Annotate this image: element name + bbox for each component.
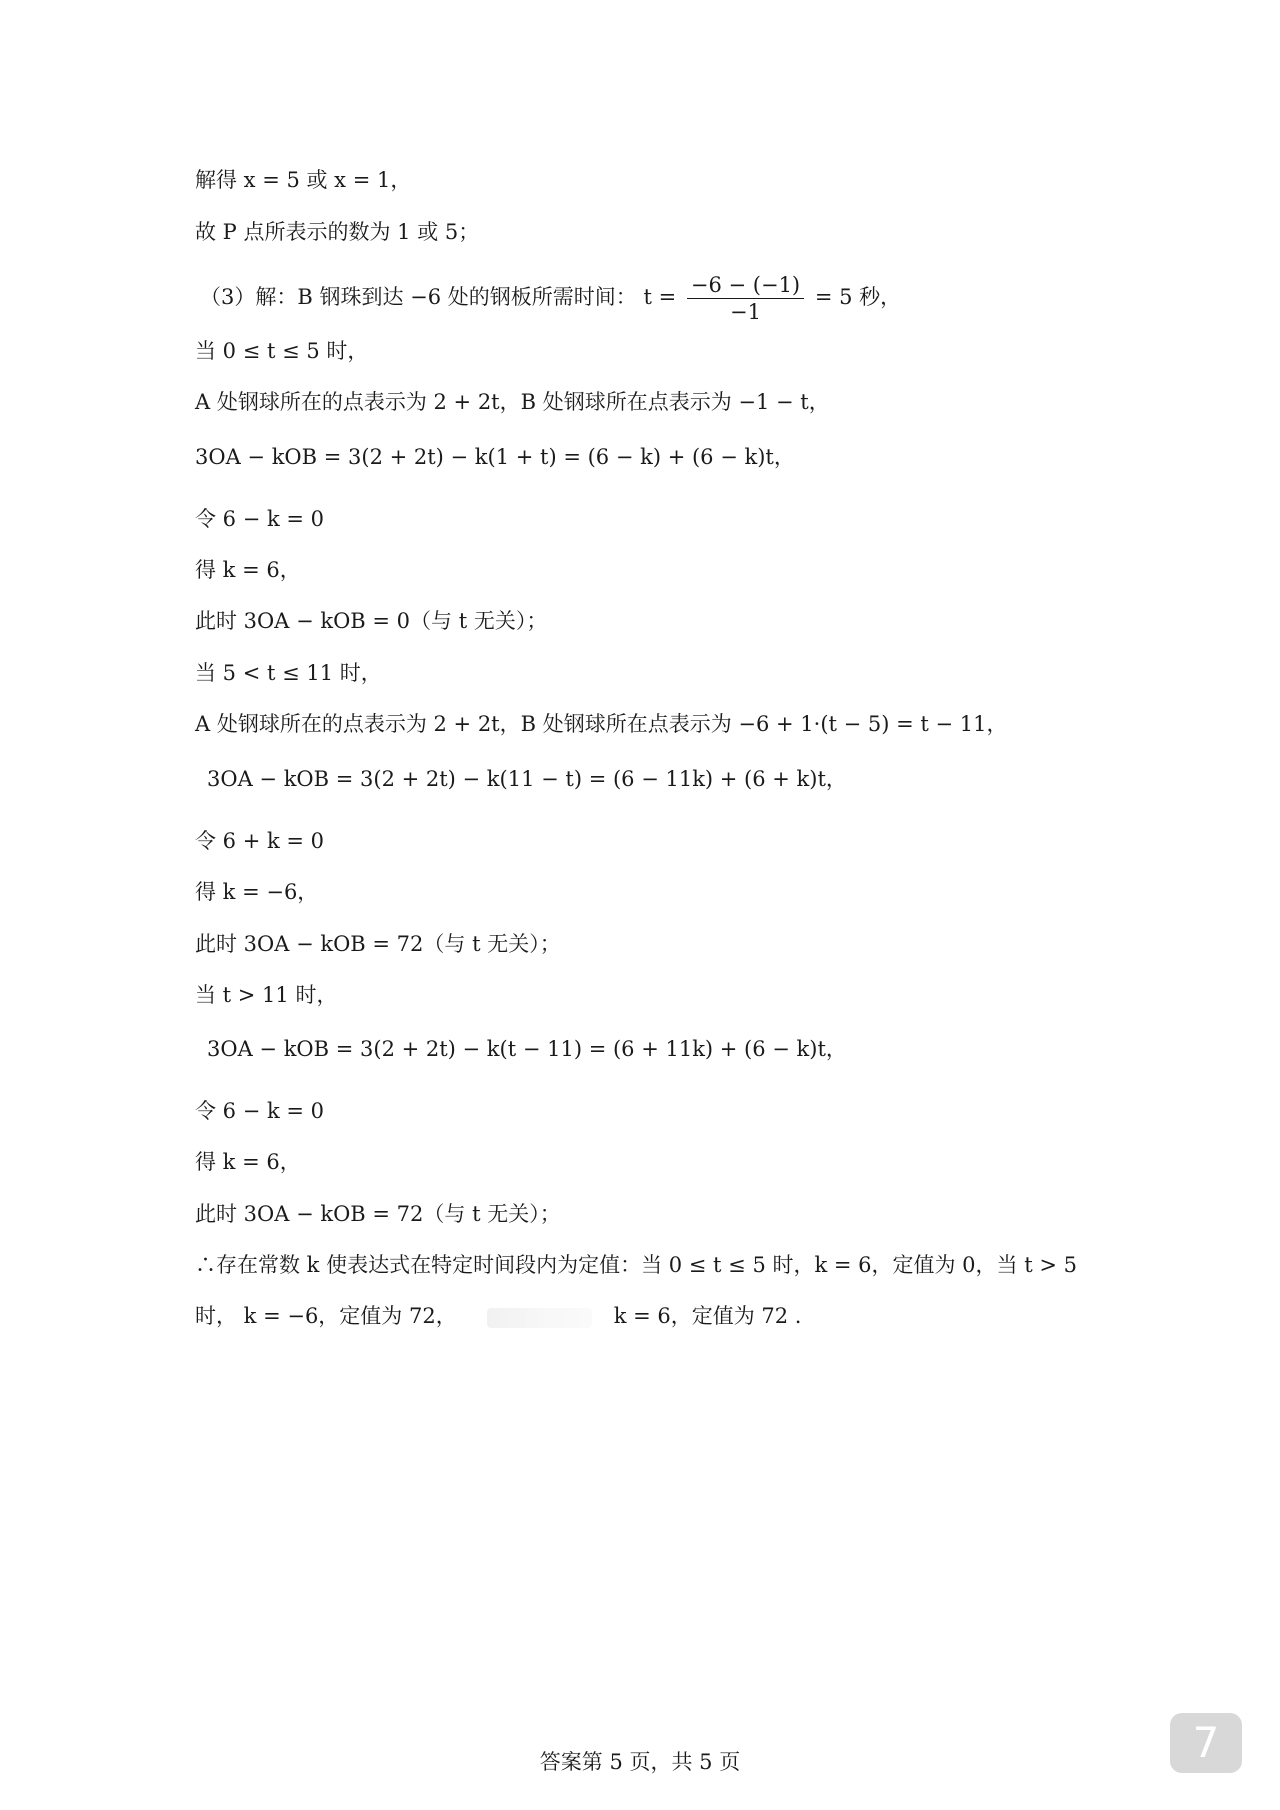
text-line: 得 k = −6， <box>195 880 319 904</box>
part3-line <box>200 272 901 325</box>
text-line: 令 6 + k = 0 <box>195 829 325 853</box>
time-fraction <box>687 272 804 325</box>
text-line: 故 P 点所表示的数为 1 或 5； <box>195 220 480 244</box>
text-line: 令 6 − k = 0 <box>195 1099 325 1123</box>
text-line: 令 6 − k = 0 <box>195 507 325 531</box>
text-line: 此时 3OA − kOB = 72（与 t 无关）； <box>195 932 561 956</box>
text-line: 此时 3OA − kOB = 72（与 t 无关）； <box>195 1202 561 1226</box>
text-line: 得 k = 6， <box>195 1150 301 1174</box>
conclusion-part1: 时， k = −6，定值为 72， <box>195 1304 457 1328</box>
redacted-mark <box>487 1308 592 1328</box>
text-line: 当 0 ≤ t ≤ 5 时， <box>195 339 369 363</box>
text-line: A 处钢球所在的点表示为 2 + 2t，B 处钢球所在点表示为 −6 + 1·(t − 5) = t − 11， <box>195 712 1008 736</box>
part3-suffix: = 5 秒， <box>814 285 902 309</box>
part3-prefix: （3）解：B 钢珠到达 −6 处的钢板所需时间： <box>200 285 637 309</box>
page-footer: 答案第 5 页，共 5 页 <box>539 1750 741 1774</box>
conclusion-part2: k = 6，定值为 72 . <box>613 1304 802 1328</box>
page-number-badge: 7 <box>1170 1713 1242 1773</box>
equation-line: 3OA − kOB = 3(2 + 2t) − k(1 + t) = (6 − k) + (6 − k)t， <box>195 445 795 469</box>
text-line: 当 t > 11 时， <box>195 983 338 1007</box>
conclusion-line <box>195 1302 801 1330</box>
text-line: 得 k = 6， <box>195 558 301 582</box>
fraction-denominator: −1 <box>730 300 761 324</box>
equation-line: 3OA − kOB = 3(2 + 2t) − k(11 − t) = (6 − 11k) + (6 + k)t， <box>207 767 847 791</box>
conclusion-line: ∴存在常数 k 使表达式在特定时间段内为定值：当 0 ≤ t ≤ 5 时，k = 6，定值为 0，当 t > 5 <box>195 1253 1077 1277</box>
text-line: A 处钢球所在的点表示为 2 + 2t，B 处钢球所在点表示为 −1 − t， <box>195 390 830 414</box>
text-line: 当 5 < t ≤ 11 时， <box>195 661 382 685</box>
fraction-numerator: −6 − (−1) <box>687 272 804 299</box>
equation-line: 3OA − kOB = 3(2 + 2t) − k(t − 11) = (6 + 11k) + (6 − k)t， <box>207 1037 847 1061</box>
text-line: 解得 x = 5 或 x = 1， <box>195 168 412 192</box>
text-line: 此时 3OA − kOB = 0（与 t 无关）； <box>195 609 548 633</box>
part3-lhs: t = <box>643 285 677 309</box>
